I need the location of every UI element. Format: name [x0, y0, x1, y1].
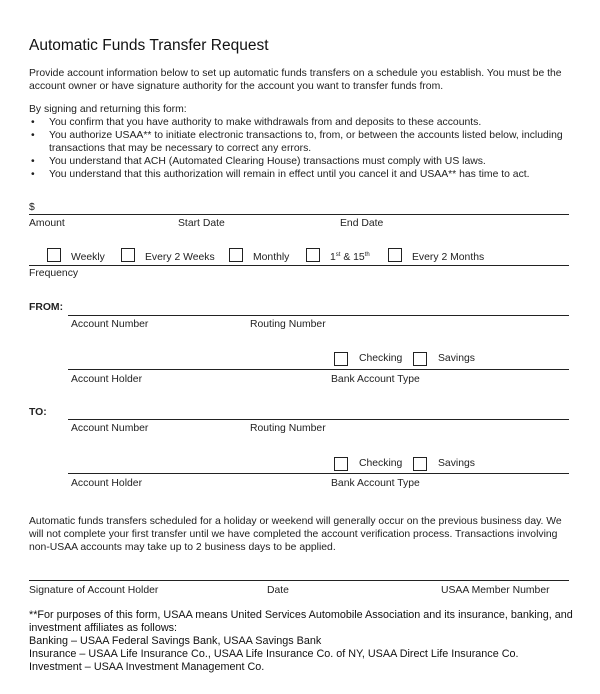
- first-and-15th-checkbox[interactable]: [306, 248, 320, 262]
- every-2-weeks-label: Every 2 Weeks: [145, 252, 215, 263]
- from-account-holder-label: Account Holder: [71, 374, 143, 385]
- date-label: Date: [267, 585, 289, 596]
- to-account-routing-line[interactable]: [68, 419, 569, 420]
- from-savings-label: Savings: [438, 353, 475, 364]
- from-routing-number-label: Routing Number: [250, 319, 326, 330]
- signing-bullet: • You authorize USAA** to initiate electronic transactions to, from, or between the accounts listed below, including transactions that may be necessary to correct any errors.: [29, 129, 574, 155]
- to-savings-label: Savings: [438, 458, 475, 469]
- first-and-15th-sup-1: st: [335, 252, 341, 258]
- signing-terms: [29, 103, 574, 181]
- member-number-label: USAA Member Number: [441, 585, 550, 596]
- amount-dates-line[interactable]: [29, 214, 569, 215]
- to-account-holder-label: Account Holder: [71, 478, 143, 489]
- signature-label: Signature of Account Holder: [29, 585, 159, 596]
- to-routing-number-label: Routing Number: [250, 423, 326, 434]
- signing-bullet: • You understand that this authorization will remain in effect until you cancel it and USAA** has time to act.: [29, 168, 574, 181]
- from-checking-label: Checking: [359, 353, 403, 364]
- frequency-line: [29, 265, 569, 266]
- to-account-number-label: Account Number: [71, 423, 149, 434]
- signature-line[interactable]: [29, 580, 569, 581]
- currency-symbol: $: [29, 202, 35, 213]
- first-and-15th-text-b: & 15: [340, 252, 365, 263]
- signing-bullet: • You understand that ACH (Automated Clearing House) transactions must comply with US laws.: [29, 155, 574, 168]
- footnote-investment: Investment – USAA Investment Management Co.: [29, 661, 265, 673]
- to-savings-checkbox[interactable]: [413, 457, 427, 471]
- holiday-notice: Automatic funds transfers scheduled for a holiday or weekend will generally occur on the previous business day. We will not complete your first transfer until we have completed the account verification process. Transactions involving non-USAA accounts may take up to 2 business days to be applied.: [29, 516, 562, 553]
- monthly-label: Monthly: [253, 252, 290, 263]
- signing-heading: By signing and returning this form:: [29, 104, 187, 115]
- from-account-number-label: Account Number: [71, 319, 149, 330]
- start-date-label: Start Date: [178, 218, 225, 229]
- to-holder-type-line[interactable]: [68, 473, 569, 474]
- first-and-15th-text-a: 1: [330, 252, 336, 263]
- first-and-15th-sup-2: th: [364, 252, 370, 258]
- to-checking-label: Checking: [359, 458, 403, 469]
- from-savings-checkbox[interactable]: [413, 352, 427, 366]
- to-checking-checkbox[interactable]: [334, 457, 348, 471]
- frequency-label: Frequency: [29, 268, 79, 279]
- footnote: [29, 609, 574, 674]
- amount-label: Amount: [29, 218, 65, 229]
- signing-bullet: • You confirm that you have authority to make withdrawals from and deposits to these accounts.: [29, 116, 574, 129]
- footnote-intro: **For purposes of this form, USAA means United Services Automobile Association and its insurance, banking, and investment affiliates as follows:: [29, 609, 573, 634]
- to-bank-account-type-label: Bank Account Type: [331, 478, 420, 489]
- from-bank-account-type-label: Bank Account Type: [331, 374, 420, 385]
- from-account-routing-line[interactable]: [68, 315, 569, 316]
- intro-paragraph: Provide account information below to set up automatic funds transfers on a schedule you establish. You must be the account owner or have signature authority for the account you want to transfer funds from.: [29, 68, 562, 92]
- first-and-15th-label: [330, 252, 370, 263]
- from-checking-checkbox[interactable]: [334, 352, 348, 366]
- weekly-checkbox[interactable]: [47, 248, 61, 262]
- footnote-insurance: Insurance – USAA Life Insurance Co., USAA Life Insurance Co. of NY, USAA Direct Life Insurance Co.: [29, 648, 519, 660]
- every-2-weeks-checkbox[interactable]: [121, 248, 135, 262]
- every-2-months-label: Every 2 Months: [412, 252, 485, 263]
- monthly-checkbox[interactable]: [229, 248, 243, 262]
- footnote-banking: Banking – USAA Federal Savings Bank, USAA Savings Bank: [29, 635, 322, 647]
- weekly-label: Weekly: [71, 252, 105, 263]
- end-date-label: End Date: [340, 218, 384, 229]
- from-holder-type-line[interactable]: [68, 369, 569, 370]
- every-2-months-checkbox[interactable]: [388, 248, 402, 262]
- to-heading: TO:: [29, 407, 47, 418]
- page-title: Automatic Funds Transfer Request: [29, 37, 269, 54]
- from-heading: FROM:: [29, 302, 64, 313]
